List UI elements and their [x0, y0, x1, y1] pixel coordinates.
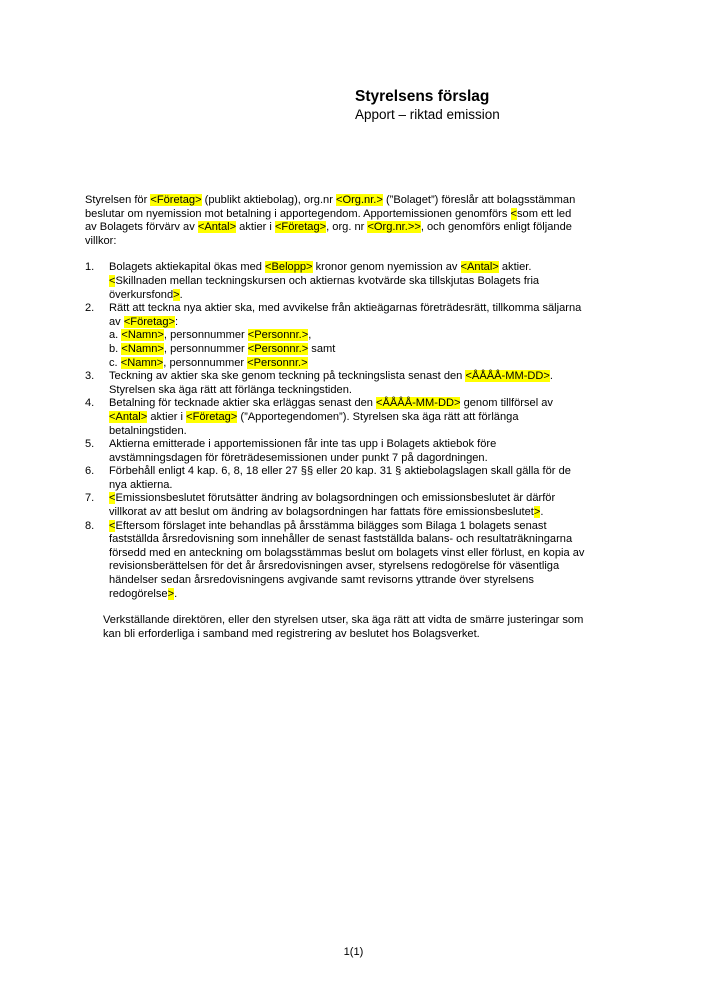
item-line: [109, 275, 625, 289]
text-run: ,: [308, 329, 312, 342]
intro-line: [85, 208, 625, 222]
item-number: 1.: [85, 261, 95, 274]
item-line: [109, 343, 625, 357]
text-run: Skillnaden mellan teckningskursen och aktiernas kvotvärde ska tillskjutas Bolagets fria: [115, 274, 540, 287]
text-run: a.: [109, 329, 122, 342]
placeholder-field: <Org.nr.>: [336, 194, 383, 206]
condition-item: [85, 520, 625, 602]
text-run: kronor genom nyemission av: [312, 261, 461, 274]
text-run: , och genomförs enligt följande: [420, 221, 572, 234]
condition-item: [85, 261, 625, 302]
text-run: Teckning av aktier ska ske genom teckning på teckningslista senast den: [109, 370, 466, 383]
placeholder-field: <Antal>: [460, 261, 499, 274]
text-run: Styrelsen ska äga rätt att förlänga teckningstiden.: [109, 383, 352, 396]
text-run: (”Apportegendomen”). Styrelsen ska äga rätt att förlänga: [237, 410, 519, 423]
text-run: (publikt aktiebolag), org.nr: [201, 194, 336, 206]
item-line: [109, 506, 625, 520]
page-number: 1(1): [343, 946, 364, 958]
text-run: beslutar om nyemission mot betalning i apportegendom. Apportemissionen genomförs: [85, 207, 511, 220]
item-line: [109, 560, 625, 574]
item-line: [109, 384, 625, 398]
item-line: [109, 261, 625, 275]
item-line: [109, 438, 625, 452]
item-line: [109, 357, 625, 371]
title-block: [355, 88, 500, 123]
item-number: 5.: [85, 438, 95, 451]
placeholder-field: <: [109, 274, 116, 287]
item-line: [109, 329, 625, 343]
placeholder-field: >: [173, 288, 180, 301]
conditions-list: [85, 261, 625, 601]
placeholder-field: <Namn>: [120, 356, 164, 369]
item-line: [109, 316, 625, 330]
text-run: aktier.: [498, 261, 532, 274]
item-number: 2.: [85, 302, 95, 315]
placeholder-field: <Företag>: [186, 410, 238, 423]
item-line: [109, 479, 625, 493]
condition-item: [85, 438, 625, 465]
text-run: .: [179, 288, 183, 301]
text-run: genom tillförsel av: [460, 397, 553, 410]
placeholder-field: >: [533, 506, 541, 519]
text-run: , org. nr: [326, 221, 368, 234]
text-run: försedd med en anteckning om bolagsstämmas beslut om bolagets vinst eller förlust, en kopia av: [109, 546, 585, 559]
text-run: , personnummer: [163, 329, 248, 342]
placeholder-field: <Namn>: [121, 329, 164, 342]
placeholder-field: <Antal>: [197, 221, 237, 234]
item-line: [109, 520, 625, 534]
text-run: Eftersom förslaget inte behandlas på årsstämma bilägges som Bilaga 1 bolagets senast: [115, 519, 547, 532]
condition-item: [85, 465, 625, 492]
placeholder-field: <Personnr.>: [247, 356, 308, 369]
text-run: händelser sedan årsredovisningens avgivande samt revisorns yttrande över styrelsens: [109, 574, 534, 587]
placeholder-field: >: [167, 587, 175, 600]
text-run: Bolagets aktiekapital ökas med: [109, 261, 266, 274]
text-run: villkorat av att beslut om ändring av bolagsordningen har fattats före emissionsbeslutet: [109, 506, 534, 519]
closing-line: kan bli erforderliga i samband med registrering av beslutet hos Bolagsverket.: [103, 627, 480, 640]
closing-line: Verkställande direktören, eller den styrelsen utser, ska äga rätt att vidta de smärre justeringar som: [103, 614, 584, 627]
item-line: [109, 452, 625, 466]
item-line: [109, 411, 625, 425]
text-run: b.: [109, 342, 122, 355]
text-run: betalningstiden.: [109, 424, 187, 437]
placeholder-field: <: [510, 207, 517, 220]
placeholder-field: <ÅÅÅÅ-MM-DD>: [465, 370, 550, 383]
item-line: [109, 465, 625, 479]
placeholder-field: <Företag>: [123, 315, 176, 328]
item-number: 4.: [85, 397, 95, 410]
text-run: av: [109, 315, 124, 328]
text-run: .: [540, 506, 544, 519]
item-line: [109, 492, 625, 506]
text-run: fastställda årsredovisning som innehåller de senast fastställda balans- och resultaträkningarna: [109, 533, 573, 546]
placeholder-field: <Antal>: [109, 410, 148, 423]
text-run: av Bolagets förvärv av: [85, 221, 198, 234]
placeholder-field: <Företag>: [150, 194, 202, 206]
condition-item: [85, 397, 625, 438]
text-run: Emissionsbeslutet förutsätter ändring av bolagsordningen och emissionsbeslutet är därför: [115, 492, 556, 505]
text-run: Betalning för tecknade aktier ska erläggas senast den: [109, 397, 377, 410]
item-line: [109, 302, 625, 316]
text-run: Förbehåll enligt 4 kap. 6, 8, 18 eller 27 §§ eller 20 kap. 31 § aktiebolagslagen skall gälla för de: [109, 465, 571, 478]
item-line: [109, 588, 625, 602]
condition-item: [85, 492, 625, 519]
placeholder-field: <: [109, 519, 116, 532]
text-run: , personnummer: [163, 342, 248, 355]
text-run: :: [175, 315, 179, 328]
item-number: 8.: [85, 519, 95, 532]
item-line: [109, 370, 625, 384]
intro-paragraph: [85, 194, 625, 248]
placeholder-field: <Namn>: [121, 342, 164, 355]
intro-line: [85, 194, 625, 208]
item-line: [109, 425, 625, 439]
intro-line: [85, 235, 625, 249]
text-run: aktier i: [147, 410, 187, 423]
text-run: samt: [308, 342, 336, 355]
condition-item: [85, 370, 625, 397]
text-run: Styrelsen för: [85, 194, 151, 206]
intro-line: [85, 221, 625, 235]
document-title: Styrelsens förslag: [355, 88, 490, 105]
text-run: redogörelse: [109, 587, 168, 600]
item-line: [109, 289, 625, 303]
placeholder-field: <: [109, 492, 116, 505]
document-body: [85, 194, 625, 641]
text-run: villkor:: [85, 234, 117, 247]
condition-item: [85, 302, 625, 370]
placeholder-field: <Org.nr.>>: [367, 221, 421, 234]
text-run: c.: [109, 356, 121, 369]
text-run: .: [174, 587, 178, 600]
item-number: 3.: [85, 370, 95, 383]
text-run: Rätt att teckna nya aktier ska, med avvikelse från aktieägarnas företrädesrätt, tillkomma säljarna: [109, 302, 582, 315]
item-line: [109, 397, 625, 411]
item-line: [109, 547, 625, 561]
item-line: [109, 533, 625, 547]
text-run: revisionsberättelsen för det år årsredovisningen avser, styrelsens redogörelse för väsentliga: [109, 560, 560, 573]
item-number: 6.: [85, 465, 95, 478]
text-run: nya aktierna.: [109, 478, 173, 491]
placeholder-field: <Personnr.>: [247, 329, 309, 342]
placeholder-field: <Företag>: [274, 221, 327, 234]
text-run: (”Bolaget”) föreslår att bolagsstämman: [382, 194, 576, 206]
text-run: .: [549, 370, 553, 383]
text-run: som ett led: [516, 207, 572, 220]
item-line: [109, 574, 625, 588]
closing-paragraph: [103, 614, 625, 641]
document-subtitle: Apport – riktad emission: [355, 107, 500, 122]
placeholder-field: <ÅÅÅÅ-MM-DD>: [376, 397, 461, 410]
text-run: Aktierna emitterade i apportemissionen får inte tas upp i Bolagets aktiebok före: [109, 438, 497, 451]
text-run: , personnummer: [163, 356, 248, 369]
placeholder-field: <Personnr.>: [247, 342, 309, 355]
item-number: 7.: [85, 492, 95, 505]
text-run: avstämningsdagen för företrädesemissionen under punkt 7 på dagordningen.: [109, 451, 488, 464]
text-run: aktier i: [236, 221, 275, 234]
text-run: överkursfond: [109, 288, 174, 301]
placeholder-field: <Belopp>: [265, 261, 313, 274]
